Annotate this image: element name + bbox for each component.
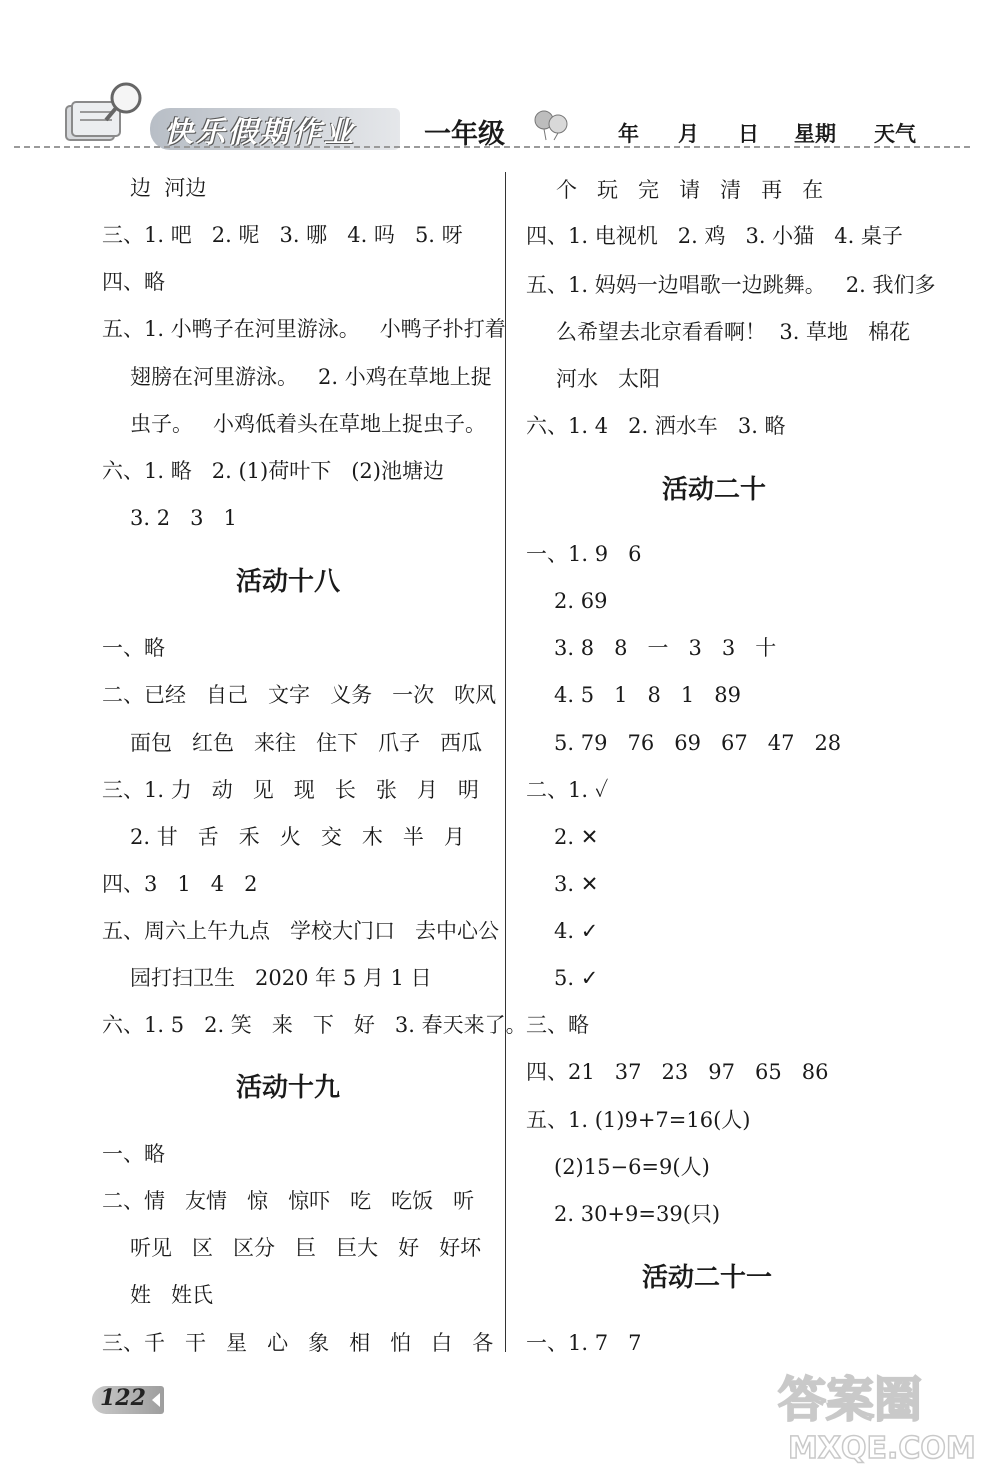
- answer-line: 河水 太阳: [556, 367, 661, 391]
- answer-line: 四、3 1 4 2: [102, 872, 258, 896]
- date-day: 日: [738, 122, 759, 146]
- answer-line: 3. 2 3 1: [130, 506, 237, 530]
- answer-line: 四、21 37 23 97 65 86: [526, 1060, 829, 1084]
- page-number: 122: [100, 1385, 146, 1411]
- answer-line: 四、略: [102, 270, 165, 294]
- answer-line: 4. ✓: [554, 919, 599, 943]
- watermark-text: 答案圈: [778, 1372, 923, 1428]
- answer-line: 5. 79 76 69 67 47 28: [554, 731, 842, 755]
- title-banner: [150, 108, 400, 150]
- answer-line: 翅膀在河里游泳。 2. 小鸡在草地上捉: [130, 365, 492, 389]
- answer-line: 六、1. 4 2. 洒水车 3. 略: [526, 414, 786, 438]
- page-header: [0, 0, 1000, 160]
- answer-line: 二、情 友情 惊 惊吓 吃 吃饭 听: [102, 1189, 475, 1213]
- answer-line: 么希望去北京看看啊！ 3. 草地 棉花: [556, 320, 911, 344]
- answer-line: 一、略: [102, 1142, 165, 1166]
- answer-line: 三、1. 力 动 见 现 长 张 月 明: [102, 778, 479, 802]
- answer-line: 边 河边: [130, 176, 207, 200]
- grade-label: 一年级: [424, 119, 505, 150]
- answer-line: 2. ✕: [554, 825, 599, 849]
- answer-line: 园打扫卫生 2020 年 5 月 1 日: [130, 966, 432, 990]
- answer-line: 六、1. 5 2. 笑 来 下 好 3. 春天来了。: [102, 1013, 527, 1037]
- answer-line: 3. ✕: [554, 872, 599, 896]
- answer-line: 2. 30+9=39(只): [554, 1202, 721, 1226]
- page-number-tab: [92, 1386, 164, 1414]
- answer-line: 三、略: [526, 1013, 589, 1037]
- date-month: 月: [678, 122, 699, 146]
- column-divider: [505, 172, 506, 1352]
- answer-line: 一、略: [102, 636, 165, 660]
- answer-line: 五、1. 小鸭子在河里游泳。 小鸭子扑打着: [102, 317, 506, 341]
- answer-line: 3. 8 8 一 3 3 十: [554, 636, 777, 660]
- answer-line: 六、1. 略 2. (1)荷叶下 (2)池塘边: [102, 459, 444, 483]
- answer-line: 听见 区 区分 巨 巨大 好 好坏: [130, 1236, 482, 1260]
- answer-line: 四、1. 电视机 2. 鸡 3. 小猫 4. 桌子: [526, 224, 903, 248]
- watermark-logo: [770, 1360, 995, 1465]
- date-weather: 天气: [874, 122, 916, 146]
- arrow-icon: [152, 1393, 160, 1407]
- answer-line: 虫子。 小鸡低着头在草地上捉虫子。: [130, 412, 487, 436]
- answer-line: 一、1. 7 7: [526, 1331, 642, 1355]
- answer-line: 姓 姓氏: [130, 1283, 214, 1307]
- header-rule: [14, 146, 970, 148]
- section-title: 活动二十一: [642, 1263, 773, 1293]
- section-title: 活动二十: [662, 475, 767, 505]
- section-title: 活动十九: [236, 1073, 341, 1103]
- answer-line: 二、1. ✓: [526, 778, 609, 802]
- book-title: 快乐假期作业: [164, 115, 357, 149]
- answer-line: 三、1. 吧 2. 呢 3. 哪 4. 吗 5. 呀: [102, 223, 463, 247]
- answer-line: 五、1. 妈妈一边唱歌一边跳舞。 2. 我们多: [526, 273, 936, 297]
- book-magnifier-icon: [62, 80, 152, 150]
- balloons-icon: [532, 106, 572, 142]
- answer-line: 个 玩 完 请 清 再 在: [556, 178, 824, 202]
- answer-line: 2. 甘 舌 禾 火 交 木 半 月: [130, 825, 465, 849]
- answer-line: 三、千 干 星 心 象 相 怕 白 各: [102, 1331, 494, 1355]
- answer-line: 一、1. 9 6: [526, 542, 642, 566]
- answer-line: 5. ✓: [554, 966, 599, 990]
- answer-line: 五、1. (1)9+7=16(人): [526, 1108, 751, 1132]
- date-year: 年: [618, 122, 639, 146]
- date-weekday: 星期: [794, 122, 836, 146]
- answer-line: 二、已经 自己 文字 义务 一次 吹风: [102, 683, 497, 707]
- section-title: 活动十八: [236, 567, 341, 597]
- watermark-url: MXQE.COM: [788, 1431, 976, 1465]
- answer-line: 面包 红色 来往 住下 爪子 西瓜: [130, 731, 483, 755]
- answer-line: 2. 69: [554, 589, 608, 613]
- answer-line: 五、周六上午九点 学校大门口 去中心公: [102, 919, 500, 943]
- answer-line: 4. 5 1 8 1 89: [554, 683, 741, 707]
- answer-line: (2)15−6=9(人): [554, 1155, 710, 1179]
